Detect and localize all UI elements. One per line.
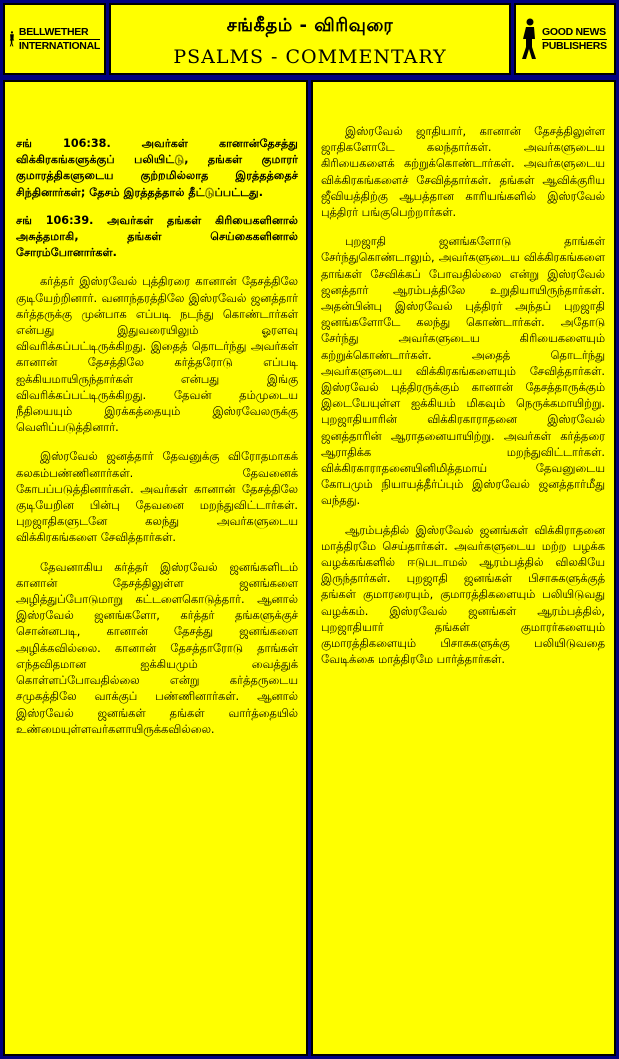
bellwether-logo	[3, 3, 106, 75]
good-news-logo	[514, 3, 616, 75]
page-title-english: PSALMS - COMMENTARY	[173, 46, 447, 68]
left-column	[3, 80, 308, 1056]
left-paragraph-3: தேவனாகிய கர்த்தர் இஸ்ரவேல் ஜனங்களிடம் கானான் தேசத்திலுள்ள ஜனங்களை அழித்துப்போடுமாறு கட்டளைகொடுத்தார். ஆனால் இஸ்ரவேல் ஜனங்களோ, கர்த்தர் தங்களுக்குச் சொன்னபடி, கானான் தேசத்து ஜனங்களை அழிக்கவில்லை. கானான் தேசத்தாரோடு தாங்கள் எந்தவிதமான ஐக்கியமும் வைத்துக் கொள்ளப்போவதில்லை என்று கர்த்தருடைய சமுகத்திலே வாக்குப் பண்ணினார்கள். ஆனால் இஸ்ரவேல் ஜனங்கள் தங்கள் வார்த்தையில் உண்மையுள்ளவர்களாயிருக்கவில்லை.	[16, 559, 298, 736]
left-paragraph-1: கர்த்தர் இஸ்ரவேல் புத்திரரை கானான் தேசத்திலே குடியேற்றினார். வனாந்தரத்திலே இஸ்ரவேல் ஜனத்தார் கர்த்தருக்கு முன்பாக எப்படி நடந்து கொண்டார்கள் என்பது இதுவரையிலும் ஓரளவு விவரிக்கப்பட்டிருக்கிறது. இதைத் தொடர்ந்து அவர்கள் கானான் தேசத்திலே கர்த்தரோடு எப்படி ஐக்கியமாயிருந்தார்கள் என்பது இங்கு விவரிக்கப்பட்டிருக்கிறது. தேவன் தம்முடைய நீதியையும் இரக்கத்தையும் இஸ்ரவேலருக்கு வெளிப்படுத்தினார்.	[16, 274, 298, 435]
verse-38: சங் 106:38. அவர்கள் கானான்தேசத்து விக்கிரகங்களுக்குப் பலியிட்டு, தங்கள் குமாரர் குமாரத்திகளுடைய குற்றமில்லாத இரத்தத்தைச் சிந்தினார்கள்; தேசம் இரத்தத்தால் தீட்டுப்பட்டது.	[16, 137, 298, 199]
logo-left-line2: INTERNATIONAL	[18, 39, 100, 52]
logo-left-line1: BELLWETHER	[19, 26, 100, 40]
right-paragraph-1: இஸ்ரவேல் ஜாதியார், கானான் தேசத்திலுள்ள ஜாதிகளோடே கலந்தார்கள். அவர்களுடைய கிரியைகளைக் கற்றுக்கொண்டார்கள். அவர்களுடைய விக்கிரகங்களைச் சேவித்தார்கள். தங்கள் ஆவிக்குரிய ஜீவியத்திற்கு ஆபத்தான காரியங்களில் இஸ்ரவேல் புத்திரர் பங்குபெற்றார்கள்.	[321, 124, 605, 220]
logo-right-line2: PUBLISHERS	[542, 39, 607, 52]
page-title-tamil: சங்கீதம் - விரிவுரை	[226, 15, 394, 36]
right-paragraph-3: ஆரம்பத்தில் இஸ்ரவேல் ஜனங்கள் விக்கிராதனை மாத்திரமே செய்தார்கள். அவர்களுடைய மற்ற பழக்க வழக்கங்களில் ஈடுபடாமல் ஆரம்பத்தில் விலகியே இருந்தார்கள். புறஜாதி ஜனங்கள் பிசாசுகளுக்குத் தங்கள் குமாரரையும், குமாரத்திகளையும் பலியிடுவது வழக்கம். இஸ்ரவேல் ஜனங்கள் ஆரம்பத்தில், புறஜாதியார் தங்கள் குமாரர்களையும் குமாரத்திகளையும் பிசாசுகளுக்கு பலியிடுவதை வேடிக்கை மாத்திரமே பார்த்தார்கள்.	[321, 522, 605, 667]
right-paragraph-2: புறஜாதி ஜனங்களோடு தாங்கள் சேர்ந்துகொண்டாலும், அவர்களுடைய விக்கிரகங்களை தாங்கள் சேவிக்கப் போவதில்லை என்று இஸ்ரவேல் ஜனத்தார் ஆரம்பத்திலே உறுதியாயிருந்தார்கள். அதன்பின்பு இஸ்ரவேல் புத்திரர் அந்தப் புறஜாதி ஜனங்களோடே கலந்து கொண்டார்கள். அதோடு சேர்ந்து அவர்களுடைய கிரியைகளையும் கற்றுக்கொண்டார்கள். அதைத் தொடர்ந்து அவர்களுடைய விக்கிரகங்களையும் சேவித்தார்கள். இஸ்ரவேல் புத்திரருக்கும் கானான் தேசத்தாருக்கும் இடையேயுள்ள ஐக்கியம் மிகவும் நெருக்கமாயிற்று. புறஜாதியாரின் விக்கிரகாராதனை இஸ்ரவேல் ஜனத்தாரின் ஆராதனையாயிற்று. அவர்கள் கர்த்தரை ஆராதிக்க மறந்துவிட்டார்கள். விக்கிரகாராதனையினிமித்தமாய் தேவனுடைய கோபமும் நியாயத்தீர்ப்பும் இஸ்ரவேல் ஜனத்தார்மீது வந்தது.	[321, 234, 605, 508]
bell-ringer-icon	[9, 17, 15, 61]
header-title-box	[109, 3, 511, 75]
runner-icon	[520, 17, 538, 61]
logo-right-line1: GOOD NEWS	[542, 25, 606, 38]
verse-39: சங் 106:39. அவர்கள் தங்கள் கிரியைகளினால் அசுத்தமாகி, தங்கள் செய்கைகளினால் சோரம்போனார்கள்.	[16, 213, 298, 260]
left-paragraph-2: இஸ்ரவேல் ஜனத்தார் தேவனுக்கு விரோதமாகக் கலகம்பண்ணினார்கள். தேவனைக் கோபப்படுத்தினார்கள். அவர்கள் கானான் தேசத்திலே குடியேறின பின்பு தேவனை மறந்துவிட்டார்கள். புறஜாதிகளுடனே கலந்து அவர்களுடைய விக்கிரகங்களை சேவித்தார்கள்.	[16, 449, 298, 545]
right-column	[311, 80, 616, 1056]
